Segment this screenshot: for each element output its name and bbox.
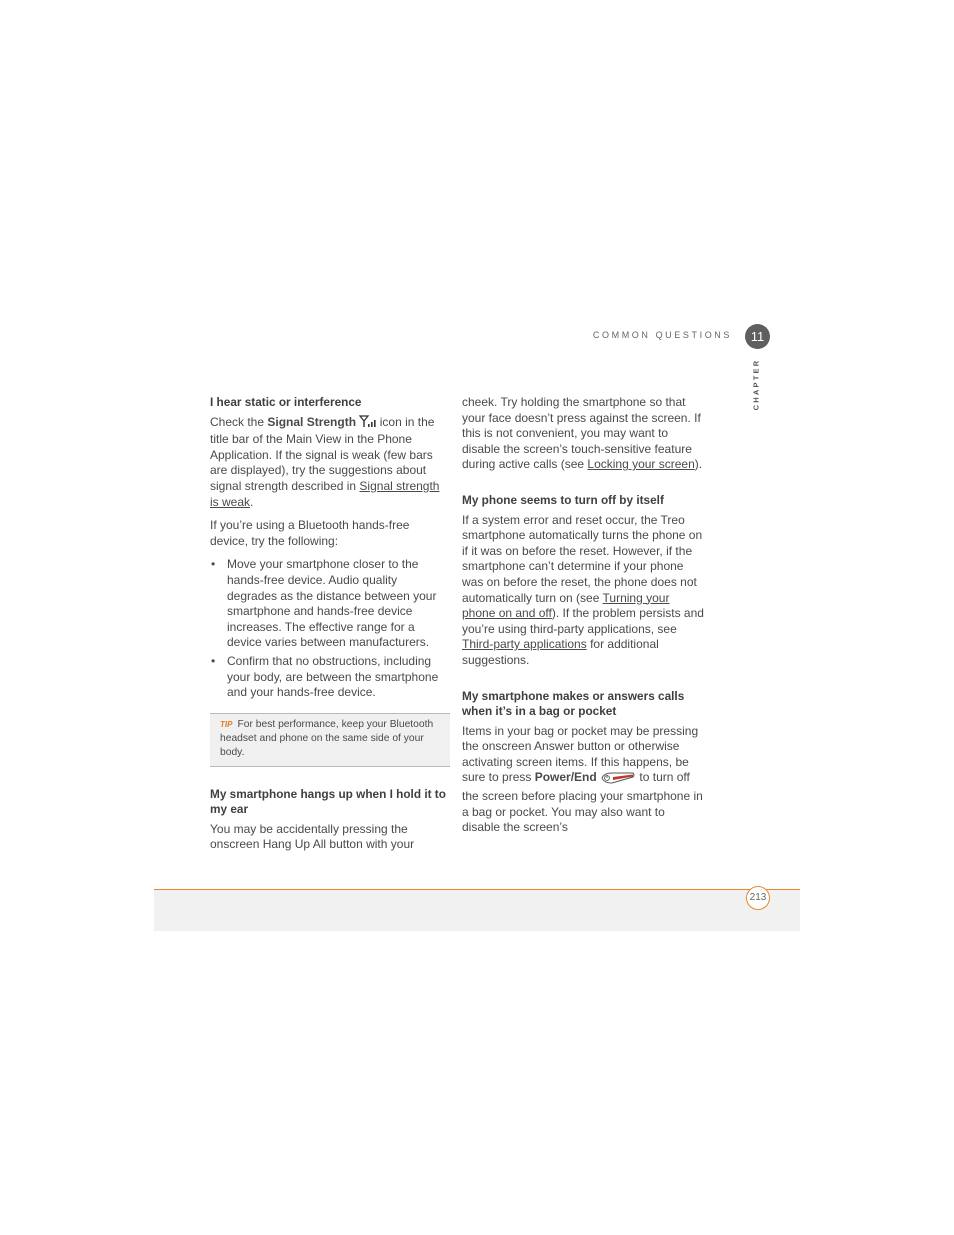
heading-hangs-up: My smartphone hangs up when I hold it to my ear — [210, 786, 446, 817]
heading-static-interference: I hear static or interference — [210, 395, 362, 409]
tip-text: For best performance, keep your Bluetooth headset and phone on the same side of your body. — [220, 718, 434, 758]
heading-turns-off: My phone seems to turn off by itself — [462, 492, 664, 507]
paragraph-hang-up: You may be accidentally pressing the onscreen Hang Up All button with your — [210, 821, 415, 852]
heading-bag-pocket: My smartphone makes or answers calls when it’s in a bag or pocket — [462, 688, 685, 719]
list-item: • Confirm that no obstructions, including your body, are between the smartphone and your hands-free device. — [211, 653, 439, 700]
link-turning-phone-on-off[interactable]: Turning your phone on and off — [462, 590, 670, 621]
paragraph-bag-pocket: Items in your bag or pocket may be pressing the onscreen Answer button or otherwise activating screen items. If this happens, be sure to press Power/End to turn off the screen before placing your smartphone in a bag or pocket. You may also want to disable the screen’s — [462, 723, 703, 835]
paragraph-bluetooth-intro: If you’re using a Bluetooth hands-free device, try the following: — [210, 518, 410, 548]
power-end-key-icon — [600, 772, 636, 789]
tip-box — [210, 713, 450, 767]
page-number: 213 — [746, 886, 770, 910]
bluetooth-tips-list — [210, 557, 450, 700]
paragraph-signal-strength: Check the Signal Strength icon in the title bar of the Main View in the Phone Application. If the signal is weak (few bars are displayed), try the suggestions about signal strength described in Signal strength is weak. — [210, 414, 440, 509]
power-end-term: Power/End — [534, 770, 597, 785]
bullet-icon: • — [211, 557, 216, 572]
signal-strength-icon — [359, 415, 376, 433]
bullet-icon: • — [211, 653, 216, 668]
link-locking-your-screen[interactable]: Locking your screen — [587, 457, 695, 472]
signal-strength-term: Signal Strength — [267, 414, 357, 429]
link-third-party-applications[interactable]: Third-party applications — [462, 637, 587, 652]
running-header: COMMON QUESTIONS — [592, 330, 732, 340]
page-footer-bar — [154, 889, 800, 931]
paragraph-system-reset: If a system error and reset occur, the Treo smartphone automatically turns the phone on if it was on before the reset. However, if the smartphone can’t determine if your phone was on before the reset, the phone does not automatically turn on (see Turning your phone on and off). If the problem persists and you’re using third-party applications, see Third-party applications for additional suggestions. — [462, 512, 704, 667]
right-column — [462, 395, 704, 844]
left-column — [210, 395, 450, 861]
chapter-label: CHAPTER — [751, 358, 761, 411]
chapter-number-badge: 11 — [745, 324, 770, 349]
paragraph-cheek: cheek. Try holding the smartphone so that your face doesn’t press against the screen. If this is not convenient, you may want to disable the screen’s touch-sensitive feature during active calls (see Locking your screen). — [462, 395, 703, 472]
tip-label: TIP — [220, 719, 233, 729]
list-item: • Move your smartphone closer to the hands-free device. Audio quality degrades as the distance between your smartphone and hands-free device increases. The effective range for a device varies between manufacturers. — [211, 557, 437, 650]
link-signal-strength-is-weak[interactable]: Signal strength is weak — [210, 478, 440, 509]
